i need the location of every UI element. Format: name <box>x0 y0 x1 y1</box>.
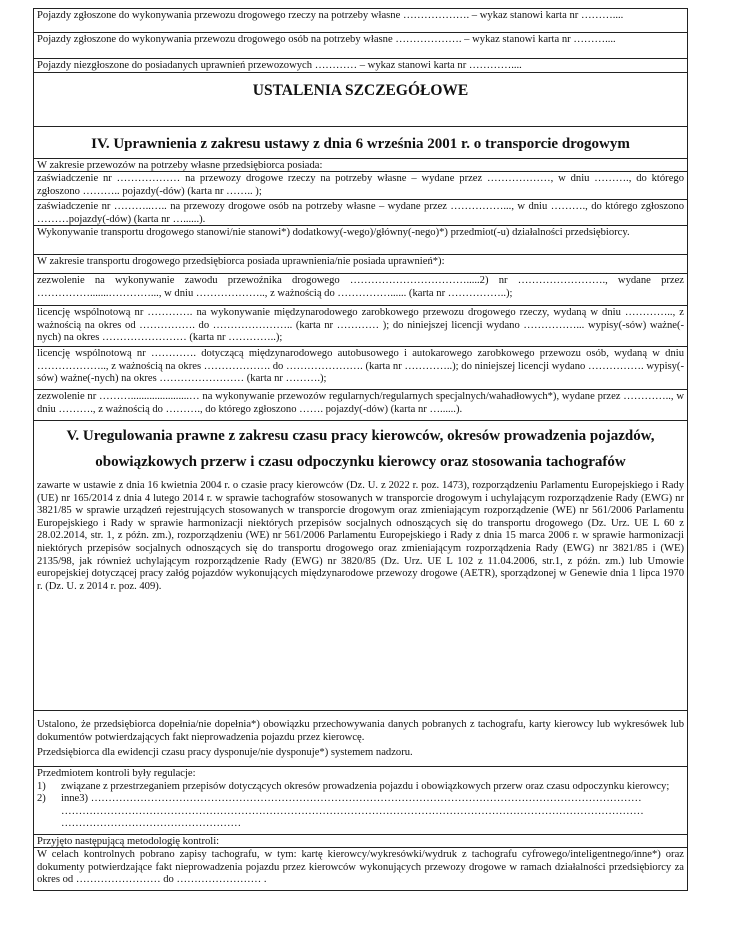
section5-title-line1: V. Uregulowania prawne z zakresu czasu pracy kierowców, okresów prowadzenia pojazdów, <box>66 428 655 444</box>
control-subject-intro: Przedmiotem kontroli były regulacje: <box>37 768 196 779</box>
section-main-title: USTALENIA SZCZEGÓŁOWE <box>252 82 469 99</box>
cert-persons-row: zaświadczenie nr ………..….. na przewozy drogowe osób na potrzeby własne – wydane przez ……………..., w dniu ………., do którego zgłoszono ………pojazdy(-dów) (karta nr …......). <box>33 200 688 226</box>
methodology-intro: Przyjęto następującą metodologię kontroli: <box>33 835 688 848</box>
license-bus-row: licencję wspólnotową nr …………. dotyczącą międzynarodowego autobusowego i autokarowego zarobkowego przewozu osób, wydaną w dniu ……………….., z ważnością na okres ………………. do …………………. (karta nr …………..); do niniejszej licencji wydano ……………. wypisy(-sów) ważne(-nych) na okres …………………… (karta nr ……….); <box>33 347 688 390</box>
form-page <box>33 8 688 891</box>
transport-type-row: Wykonywanie transportu drogowego stanowi/nie stanowi*) dodatkowy(-wego)/główny(-nego)*) przedmiot(-u) działalności przedsiębiorcy. <box>33 226 688 255</box>
permit-carrier-row: zezwolenie na wykonywanie zawodu przewoźnika drogowego …………………………….....2) nr ……………………., wydane przez …………….......…………..., w dniu ……………….., z ważnością do ……………...... (karta nr ……………..); <box>33 274 688 306</box>
list-number: 2) <box>37 793 46 805</box>
control-subject-item-2-continued-end: …………………………………………… <box>61 818 242 830</box>
list-number: 1) <box>37 780 46 792</box>
control-subject-item-2-continued: ………………………………………………………………………………………………………………………………………………… <box>61 805 644 817</box>
section4-title-row <box>33 127 688 159</box>
vehicles-own-goods-row: Pojazdy zgłoszone do wykonywania przewozu drogowego rzeczy na potrzeby własne ………………. – wykaz stanowi karta nr ……….... <box>33 8 688 33</box>
own-needs-intro: W zakresie przewozów na potrzeby własne przedsiębiorca posiada: <box>33 159 688 172</box>
methodology-text: W celach kontrolnych pobrano zapisy tachografu, w tym: kartę kierowcy/wykresówki/wydruk z tachografu cyfrowego/inteligentnego/inne*) oraz dokumenty potwierdzające fakt nieprowadzenia pojazdu przez kierowców wykonujących przewozy drogowe w ramach działalności przedsiębiorcy za okres od …………………… do …………………… . <box>33 848 688 891</box>
section5-legal-text: zawarte w ustawie z dnia 16 kwietnia 2004 r. o czasie pracy kierowców (Dz. U. z 2022 r. poz. 1473), rozporządzeniu Parlamentu Europejskiego i Rady (UE) nr 165/2014 z dnia 4 lutego 2014 r. w sprawie tachografów stosowanych w transporcie drogowym i uchylającym rozporządzenie Rady (EWG) nr 3821/85 w sprawie urządzeń rejestrujących stosowanych w transporcie drogowym oraz zmieniającym rozporządzenie (WE) nr 561/2006 Parlamentu Europejskiego i Rady w sprawie harmonizacji niektórych przepisów socjalnych odnoszących się do transportu drogowego (Dz. Urz. UE L 60 z 28.02.2014, str. 1, z późn. zm.), rozporządzeniu (WE) nr 561/2006 Parlamentu Europejskiego i Rady z dnia 15 marca 2006 r. w sprawie harmonizacji niektórych przepisów socjalnych odnoszących się do transportu drogowego oraz zmieniającym rozporządzenia Rady (EWG) nr 3821/85 i (WE) 2135/98, jak również uchylającym rozporządzenie Rady (EWG) nr 3820/85 (Dz. Urz. UE L 102 z 11.04.2006, str.1, z późn. zm.) lub Umowie europejskiej dotyczącej pracy załóg pojazdów wykonujących międzynarodowe przewozy drogowe (AETR), sporządzonej w Genewie dnia 1 lipca 1970 r. (Dz. U. z 2014 r. poz. 409). <box>37 480 684 592</box>
section4-title: IV. Uprawnienia z zakresu ustawy z dnia 6 września 2001 r. o transporcie drogowym <box>91 136 630 152</box>
control-subject-block <box>33 767 688 835</box>
cert-goods-row: zaświadczenie nr ……………… na przewozy drogowe rzeczy na potrzeby własne – wydane przez ………………, w dniu ………., do którego zgłoszono ……….. pojazdy(-dów) (karta nr …….. ); <box>33 172 688 200</box>
records-system-text: Przedsiębiorca dla ewidencji czasu pracy dysponuje/nie dysponuje*) systemem nadzoru. <box>37 747 413 759</box>
control-subject-item-1 <box>37 781 684 794</box>
control-subject-item-2 <box>37 793 684 806</box>
license-goods-row: licencję wspólnotową nr …………. na wykonywanie międzynarodowego zarobkowego przewozu drogowego rzeczy, wydaną w dniu ………….., z ważnością na okres od ……………. do ………………….. (karta nr ………… ); do niniejszej licencji wydano ……………... wypisy(-sów) ważne(-nych) na okres …………………… (karta nr …………..); <box>33 306 688 347</box>
vehicles-own-persons-row: Pojazdy zgłoszone do wykonywania przewozu drogowego osób na potrzeby własne ………………. – wykaz stanowi karta nr ……….... <box>33 33 688 59</box>
section-main-title-row <box>33 73 688 127</box>
list-text: inne3) ………………………………………………………………………………………………………………………………………… <box>61 793 642 805</box>
storage-obligation-row <box>33 711 688 767</box>
road-transport-intro: W zakresie transportu drogowego przedsiębiorca posiada uprawnienia/nie posiada uprawnień*): <box>33 255 688 274</box>
section5-title-line2: obowiązkowych przerw i czasu odpoczynku kierowcy oraz stosowania tachografów <box>95 454 626 470</box>
vehicles-unreported-row: Pojazdy niezgłoszone do posiadanych uprawnień przewozowych ………… – wykaz stanowi karta nr ………….... <box>33 59 688 73</box>
section5-block <box>33 421 688 711</box>
permit-regular-row: zezwolenie nr ………......................… na wykonywanie przewozów regularnych/regularnych specjalnych/wahadłowych*), wydane przez ………….., w dniu ………., z ważnością do ………., do którego zgłoszono ……. pojazdy(-dów) (karta nr …......). <box>33 390 688 421</box>
storage-obligation-text: Ustalono, że przedsiębiorca dopełnia/nie dopełnia*) obowiązku przechowywania danych pobranych z tachografu, karty kierowcy lub wykresówek lub dokumentów potwierdzających fakt nieprowadzenia pojazdu przez kierowcę. <box>37 719 684 743</box>
list-text: związane z przestrzeganiem przepisów dotyczących okresów prowadzenia pojazdu i obowiązkowych przerw oraz czasu odpoczynku kierowcy; <box>61 780 670 792</box>
